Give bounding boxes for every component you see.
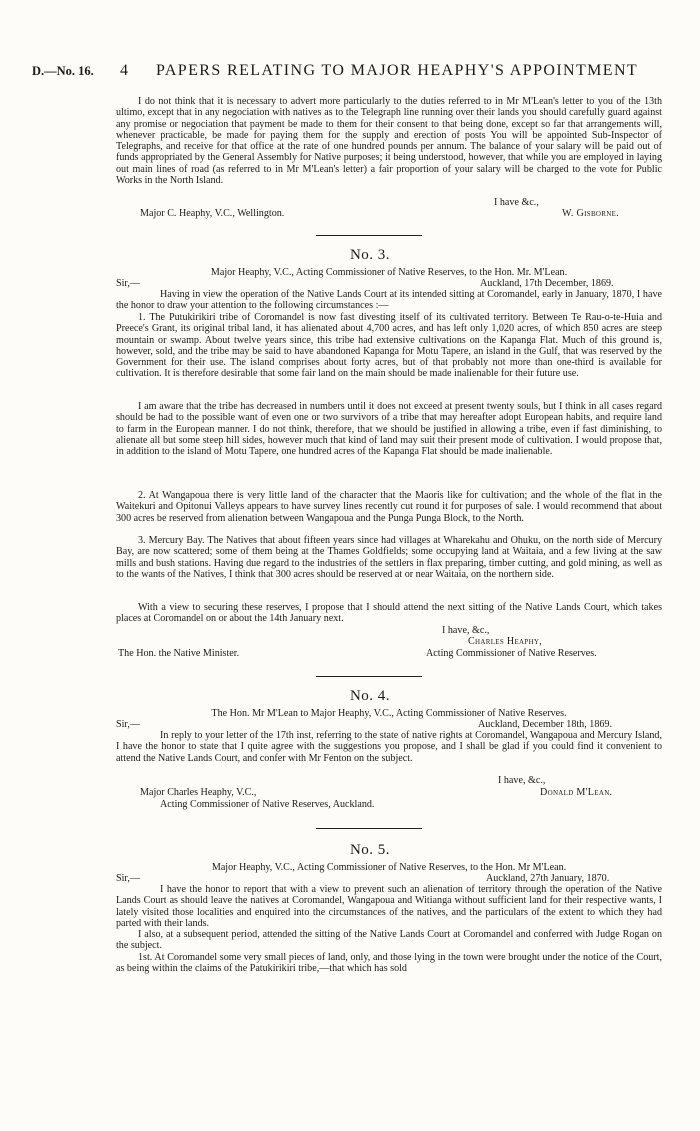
salutation: Sir,— [116, 278, 140, 289]
document-code: D.—No. 16. [32, 64, 94, 78]
letter3-paragraph-5: 3. Mercury Bay. The Natives that about fifteen years since had villages at Wharekahu and Ohuku, on the north side of Mercury Bay, are now scattered; some of them being at the Thames Goldfields; some occupying land at Waitaia, and a few living at the saw mills and bush stations. Having due regard to the industries of the settlers in flax preparing, timber cutting, and gold mining, as well as to the wants of the Natives, I think that 300 acres should be reserved at or near Waitaia, on the northern side. [116, 535, 662, 580]
running-title: PAPERS RELATING TO MAJOR HEAPHY'S APPOINTMENT [156, 62, 639, 79]
letter4-addressee-1: Major Charles Heaphy, V.C., [140, 787, 257, 798]
section-divider [316, 676, 422, 677]
letter3-paragraph-3: I am aware that the tribe has decreased in numbers until it does not exceed at present twenty souls, but I think in all cases regard should be had to the possible want of even one or two survivors of a tribe that may hereafter adopt European habits, and require land to farm in the European manner. I do not think, therefore, that we should be justified in allowing a tribe, even if fast diminishing, to alienate all but some steep hill sides, however much that kind of land may suit their present mode of cultivation. I would propose that, in addition to the island of Motu Tapere, one hundred acres of the Kapanga Flat should be made inalienable. [116, 401, 662, 457]
letter-number: No. 3. [349, 247, 391, 263]
page-header [32, 64, 680, 84]
letter5-paragraph-3: 1st. At Coromandel some very small pieces of land, only, and those lying in the town were brought under the notice of the Court, as being within the claims of the Patukirikiri tribe,—that which has sold [116, 952, 662, 975]
place-date: Auckland, 17th December, 1869. [480, 278, 614, 289]
letter-heading: Major Heaphy, V.C., Acting Commissioner of Native Reserves, to the Hon. Mr M'Lean. [211, 862, 567, 873]
salutation: Sir,— [116, 719, 140, 730]
section-divider [316, 828, 422, 829]
place-date: Auckland, December 18th, 1869. [478, 719, 612, 730]
letter4-signature-row [116, 787, 662, 799]
salutation: Sir,— [116, 873, 140, 884]
page-number: 4 [120, 62, 128, 79]
letter3-address-row [116, 648, 662, 660]
letter3-paragraph-2: 1. The Putukirikiri tribe of Coromandel is now fast divesting itself of its cultivated territory. Between Te Rau-o-te-Huia and Preece's Grant, its original tribal land, it has alienated about 4,700 acres, and has left only 1,020 acres, of which 850 acres are steep mountain or swamp. About twelve years since, this tribe had extensive cultivations on the Kapanga Flat. Much of this ground is, however, sold, and the tribe may be said to have abandoned Kapanga for Motu Tapere, an island in the Gulf, that was reserved by the Government for their use. The island comprises about forty acres, but of that probably not more than one-third is available for cultivation. It is therefore desirable that some fair land on the main should be made inalienable for their future use. [116, 312, 662, 380]
letter4-address-row [116, 799, 662, 811]
letter3-paragraph-4: 2. At Wangapoua there is very little land of the character that the Maoris like for cultivation; and the whole of the flat in the Waitekuri and Opitonui Valleys appears to have survey lines recently cut round it for purposes of sale. I would recommend that about 300 acres be reserved from alienation between Wangapoua and the Punga Punga Block, to the North. [116, 490, 662, 524]
letter3-closing: I have, &c., [442, 625, 490, 636]
letter-prev-signature: W. Gisborne. [562, 208, 620, 219]
letter5-paragraph-2: I also, at a subsequent period, attended the sitting of the Native Lands Court at Coromandel and conferred with Judge Rogan on the subject. [116, 929, 662, 952]
letter-prev-closing: I have &c., [494, 197, 539, 208]
letter3-signature: Charles Heaphy, [468, 636, 543, 647]
letter-prev-addressee: Major C. Heaphy, V.C., Wellington. [140, 208, 285, 219]
letter-heading: The Hon. Mr M'Lean to Major Heaphy, V.C., Acting Commissioner of Native Reserves. [211, 708, 567, 719]
letter3-signature-title: Acting Commissioner of Native Reserves. [426, 648, 597, 659]
letter-prev-sign-row [116, 208, 662, 220]
section-divider [316, 235, 422, 236]
letter4-addressee-2: Acting Commissioner of Native Reserves, Auckland. [160, 799, 375, 810]
letter-prev-paragraph: I do not think that it is necessary to advert more particularly to the duties referred to in Mr M'Lean's letter to you of the 13th ultimo, except that in any negociation with natives as to the Telegraph line running over their lands you should carefully guard against any promise or negociation that payment be made to them for their consent to that being done, except so far that arrangements will, whenever practicable, be made for paying them for the supply and erection of posts You will be appointed Sub-Inspector of Telegraphs, and receive for that office at the rate of one hundred pounds per annum. The balance of your salary will be paid out of funds appropriated by the General Assembly for Native purposes; it being understood, however, that while you are employed in laying out main lines of road (as referred to in Mr M'Lean's letter) a fair proportion of your salary will be charged to the vote for Public Works in the North Island. [116, 96, 662, 186]
letter-number: No. 5. [349, 842, 391, 858]
letter4-signature: Donald M'Lean. [540, 787, 613, 798]
letter3-signature-row [116, 636, 662, 648]
letter4-closing: I have, &c., [498, 775, 546, 786]
letter4-closing-row [116, 775, 662, 787]
letter-number: No. 4. [349, 688, 391, 704]
letter-heading: Major Heaphy, V.C., Acting Commissioner of Native Reserves, to the Hon. Mr. M'Lean. [210, 267, 568, 278]
letter3-addressee: The Hon. the Native Minister. [118, 648, 240, 659]
letter5-paragraph-1: I have the honor to report that with a view to prevent such an alienation of territory through the operation of the Native Lands Court as should leave the natives at Coromandel, Wangapoua and Witianga without sufficient land for their respective wants, I lately visited those localities and enquired into the circumstances of the natives, and the particulars of the extent to which they had parted with their lands. [116, 884, 662, 929]
letter4-paragraph-1: In reply to your letter of the 17th inst, referring to the state of native rights at Coromandel, Wangapoua and Mercury Island, I have the honor to state that I quite agree with the suggestions you propose, and I shall be glad if you could find it convenient to attend the Native Lands Court, and confer with Mr Fenton on the subject. [116, 730, 662, 764]
place-date: Auckland, 27th January, 1870. [486, 873, 610, 884]
letter3-paragraph-1: Having in view the operation of the Native Lands Court at its intended sitting at Coromandel, early in January, 1870, I have the honor to draw your attention to the following circumstances :— [116, 289, 662, 312]
letter3-paragraph-6: With a view to securing these reserves, I propose that I should attend the next sitting of the Native Lands Court, which takes places at Coromandel on or about the 14th January next. [116, 602, 662, 625]
